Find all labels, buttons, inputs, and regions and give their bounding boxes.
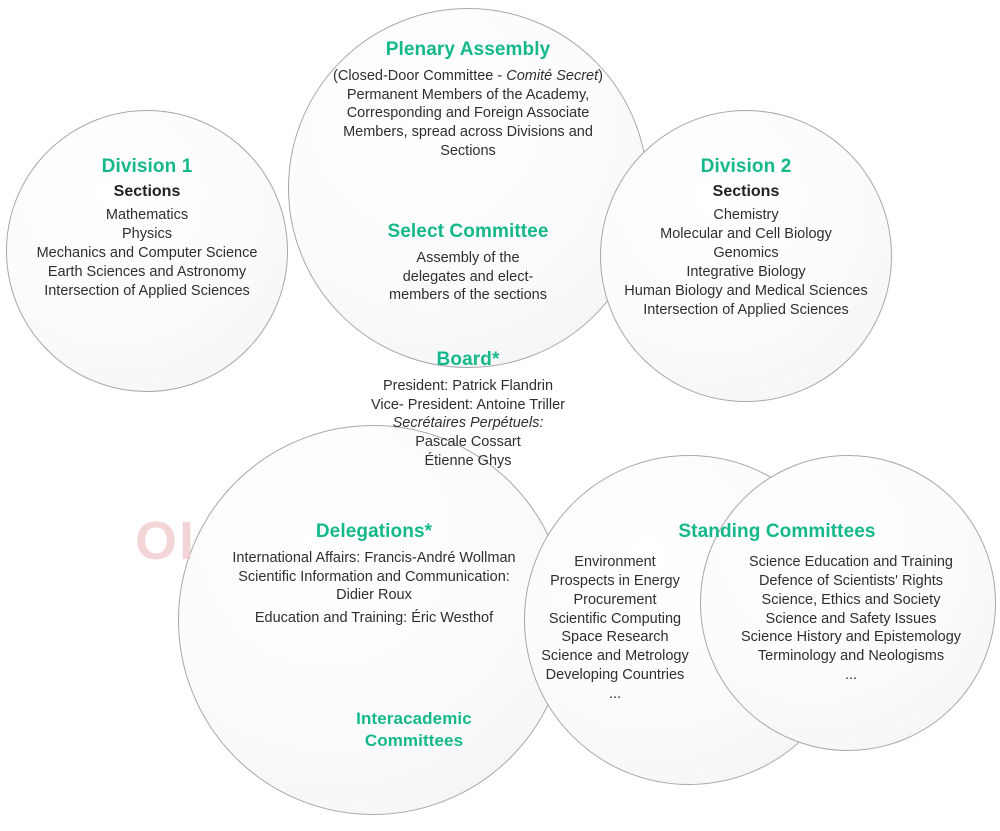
standing-right-item: Science Education and Training xyxy=(749,554,953,570)
division2-subtitle: Sections xyxy=(712,182,780,200)
board-vice-president-value: Antoine Triller xyxy=(476,396,565,413)
delegations-row-label: International Affairs: xyxy=(232,549,361,566)
standing-left-item: Space Research xyxy=(561,629,669,646)
node-board xyxy=(300,348,636,471)
select-committee-line: Assembly of the xyxy=(416,249,520,266)
plenary-title: Plenary Assembly xyxy=(385,39,551,60)
standing-right-item: Defence of Scientists' Rights xyxy=(758,572,944,589)
division1-subtitle: Sections xyxy=(113,182,181,200)
division1-item: Mechanics and Computer Science xyxy=(36,245,258,262)
standing-left-item: Scientific Computing xyxy=(548,610,682,627)
watermark: OI xyxy=(135,511,197,571)
board-body xyxy=(300,377,636,471)
delegations-row-value: Francis-André Wollman xyxy=(364,549,516,566)
node-division-2 xyxy=(600,155,892,320)
standing-right-item: Terminology and Neologisms xyxy=(757,648,945,665)
standing-left-item: Procurement xyxy=(573,591,657,608)
division2-item: Human Biology and Medical Sciences xyxy=(624,282,868,299)
plenary-body: (Closed-Door Committee - Comité Secret) Permanent Members of the Academy, Corresponding and Foreign Associate Members, spread across Divisions and Sections xyxy=(290,67,646,161)
division2-item: Genomics xyxy=(713,245,779,262)
standing-right-item: Science, Ethics and Society xyxy=(761,591,941,608)
division2-item: Integrative Biology xyxy=(686,264,806,281)
interacademic-title-line1: Interacademic xyxy=(356,709,472,728)
standing-left-item: Developing Countries xyxy=(545,667,685,684)
standing-right-item: ... xyxy=(844,667,858,684)
standing-left-item: Science and Metrology xyxy=(541,648,689,665)
node-delegations xyxy=(196,520,552,628)
select-committee-body xyxy=(330,249,606,306)
plenary-italic: Comité Secret xyxy=(506,67,599,84)
select-committee-line: members of the sections xyxy=(389,287,547,304)
delegations-body xyxy=(196,549,552,628)
delegations-row-value: Éric Westhof xyxy=(411,610,494,627)
division1-item: Physics xyxy=(122,226,172,243)
delegations-row-value: Didier Roux xyxy=(336,587,412,604)
select-committee-line: delegates and elect- xyxy=(402,268,534,285)
standing-committees-column-left xyxy=(520,553,710,704)
node-interacademic-committees xyxy=(290,708,538,752)
standing-right-item: Science History and Epistemology xyxy=(740,629,962,646)
standing-left-item: Prospects in Energy xyxy=(550,572,680,589)
board-perpetual-member: Pascale Cossart xyxy=(415,434,521,451)
standing-right-item: Science and Safety Issues xyxy=(765,610,937,627)
plenary-line-4: Members, spread across Divisions and xyxy=(343,124,593,141)
division1-item: Intersection of Applied Sciences xyxy=(44,282,250,299)
division1-item: Earth Sciences and Astronomy xyxy=(47,264,247,281)
plenary-line-3: Corresponding and Foreign Associate xyxy=(346,105,590,122)
delegations-row-label: Education and Training: xyxy=(254,610,408,627)
board-title: Board* xyxy=(436,349,500,370)
division2-items xyxy=(600,206,892,319)
plenary-line-5: Sections xyxy=(440,143,496,160)
division1-item: Mathematics xyxy=(105,207,189,224)
plenary-line-2: Permanent Members of the Academy, xyxy=(346,86,590,103)
division2-item: Molecular and Cell Biology xyxy=(660,226,832,243)
board-perpetual-label: Secrétaires Perpétuels: xyxy=(392,415,544,432)
board-president-value: Patrick Flandrin xyxy=(452,377,554,394)
standing-committees-column-right xyxy=(712,553,990,685)
board-perpetual-member: Étienne Ghys xyxy=(424,453,512,470)
node-plenary-assembly xyxy=(290,38,646,161)
board-vice-president-label: Vice- President: xyxy=(371,396,474,413)
interacademic-title-line2: Committees xyxy=(364,731,464,751)
standing-committees-title: Standing Committees xyxy=(678,521,876,542)
node-division-1 xyxy=(6,155,288,301)
standing-left-item: Environment xyxy=(574,554,656,570)
division1-items xyxy=(6,206,288,300)
delegations-title: Delegations* xyxy=(315,521,433,542)
division1-title: Division 1 xyxy=(101,156,193,177)
standing-left-item: ... xyxy=(608,685,622,702)
select-committee-title: Select Committee xyxy=(387,221,549,242)
division2-title: Division 2 xyxy=(700,156,792,177)
node-select-committee xyxy=(330,220,606,305)
division2-item: Chemistry xyxy=(713,207,779,224)
node-standing-committees-title xyxy=(560,520,994,545)
division2-item: Intersection of Applied Sciences xyxy=(643,301,849,318)
delegations-row-label: Scientific Information and Communication: xyxy=(238,568,510,585)
board-president-label: President: xyxy=(382,377,449,394)
